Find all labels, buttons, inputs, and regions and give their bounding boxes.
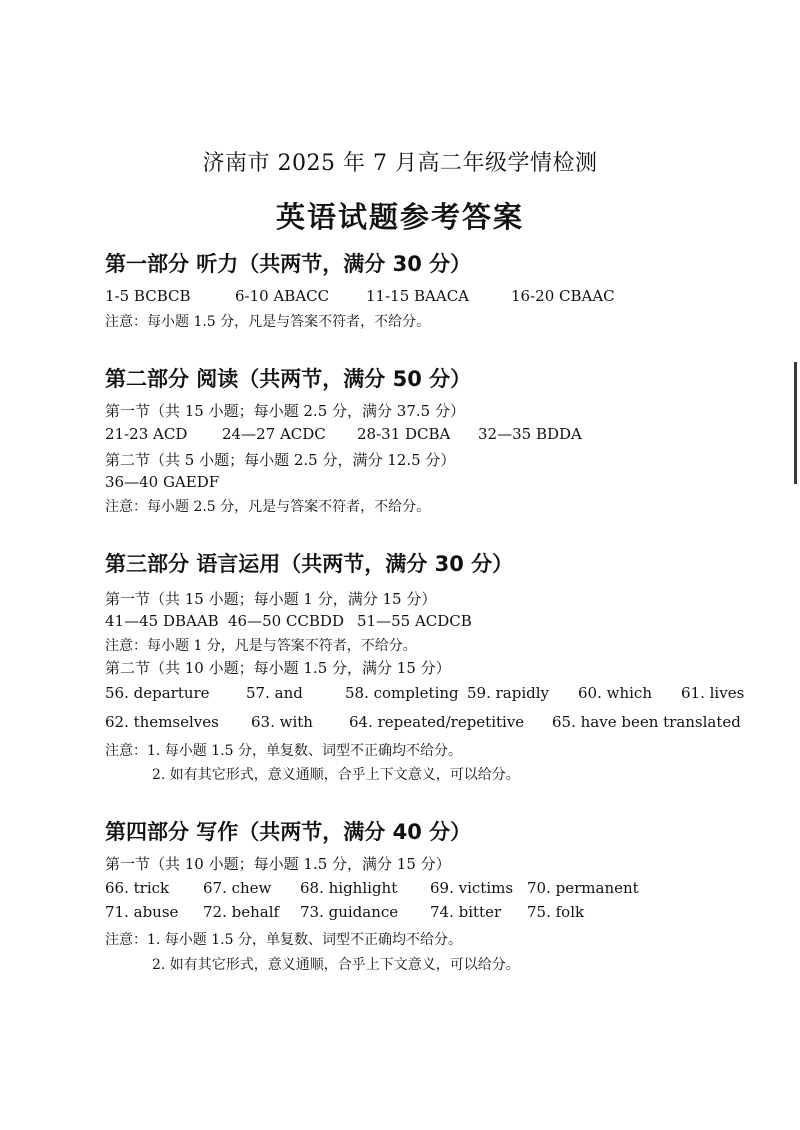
part4-answer: 69. victims bbox=[430, 879, 514, 897]
part3-section2-title: 第二节（共 10 小题；每小题 1.5 分，满分 15 分） bbox=[105, 659, 451, 677]
scan-edge-mark bbox=[794, 362, 797, 484]
part4-heading: 第四部分 写作（共两节，满分 40 分） bbox=[105, 820, 472, 844]
part3-answer: 60. which bbox=[578, 684, 652, 702]
part4-answer: 74. bitter bbox=[430, 903, 502, 921]
part2-section2-title: 第二节（共 5 小题；每小题 2.5 分，满分 12.5 分） bbox=[105, 451, 456, 469]
part3-answer: 62. themselves bbox=[105, 713, 219, 731]
part2-section1-title: 第一节（共 15 小题；每小题 2.5 分，满分 37.5 分） bbox=[105, 402, 465, 420]
part3-answer: 63. with bbox=[251, 713, 313, 731]
exam-title: 济南市 2025 年 7 月高二年级学情检测 bbox=[202, 151, 598, 176]
part3-section1-title: 第一节（共 15 小题；每小题 1 分，满分 15 分） bbox=[105, 590, 437, 608]
part1-heading: 第一部分 听力（共两节，满分 30 分） bbox=[105, 252, 472, 276]
part3-answer: 51—55 ACDCB bbox=[357, 612, 472, 630]
part3-answer: 41—45 DBAAB bbox=[105, 612, 219, 630]
part3-answer: 65. have been translated bbox=[552, 713, 741, 731]
part3-answer: 59. rapidly bbox=[467, 684, 550, 702]
part3-answer: 64. repeated/repetitive bbox=[349, 713, 525, 731]
part4-answer: 70. permanent bbox=[527, 879, 639, 897]
part2-answer: 36—40 GAEDF bbox=[105, 473, 220, 491]
part3-note: 注意：1. 每小题 1.5 分，单复数、词型不正确均不给分。 bbox=[105, 743, 462, 759]
part1-answer: 1-5 BCBCB bbox=[105, 287, 191, 305]
part4-answer: 66. trick bbox=[105, 879, 170, 897]
part2-answer: 21-23 ACD bbox=[105, 425, 188, 443]
part3-answer: 46—50 CCBDD bbox=[228, 612, 344, 630]
part4-answer: 68. highlight bbox=[300, 879, 398, 897]
part2-answer: 32—35 BDDA bbox=[478, 425, 582, 443]
part2-answer: 28-31 DCBA bbox=[357, 425, 451, 443]
part3-answer: 58. completing bbox=[345, 684, 459, 702]
part1-answer: 16-20 CBAAC bbox=[511, 287, 615, 305]
part4-answer: 71. abuse bbox=[105, 903, 179, 921]
answer-key-title: 英语试题参考答案 bbox=[275, 200, 524, 234]
part2-note: 注意：每小题 2.5 分，凡是与答案不符者，不给分。 bbox=[105, 499, 431, 515]
part1-answer: 6-10 ABACC bbox=[235, 287, 330, 305]
part4-answer: 73. guidance bbox=[300, 903, 399, 921]
part2-answer: 24—27 ACDC bbox=[222, 425, 326, 443]
part4-answer: 67. chew bbox=[203, 879, 272, 897]
part1-answer: 11-15 BAACA bbox=[366, 287, 470, 305]
part4-note: 注意：1. 每小题 1.5 分，单复数、词型不正确均不给分。 bbox=[105, 932, 462, 948]
part3-answer: 57. and bbox=[246, 684, 303, 702]
part3-note: 注意：每小题 1 分，凡是与答案不符者，不给分。 bbox=[105, 638, 417, 654]
part3-note: 2. 如有其它形式，意义通顺，合乎上下文意义，可以给分。 bbox=[152, 767, 520, 783]
part4-note: 2. 如有其它形式，意义通顺，合乎上下文意义，可以给分。 bbox=[152, 957, 520, 973]
part2-heading: 第二部分 阅读（共两节，满分 50 分） bbox=[105, 367, 472, 391]
part1-note: 注意：每小题 1.5 分，凡是与答案不符者，不给分。 bbox=[105, 314, 431, 330]
part3-answer: 61. lives bbox=[681, 684, 745, 702]
part4-answer: 72. behalf bbox=[203, 903, 280, 921]
part4-section1-title: 第一节（共 10 小题；每小题 1.5 分，满分 15 分） bbox=[105, 855, 451, 873]
part4-answer: 75. folk bbox=[527, 903, 585, 921]
part3-answer: 56. departure bbox=[105, 684, 210, 702]
part3-heading: 第三部分 语言运用（共两节，满分 30 分） bbox=[105, 552, 514, 576]
